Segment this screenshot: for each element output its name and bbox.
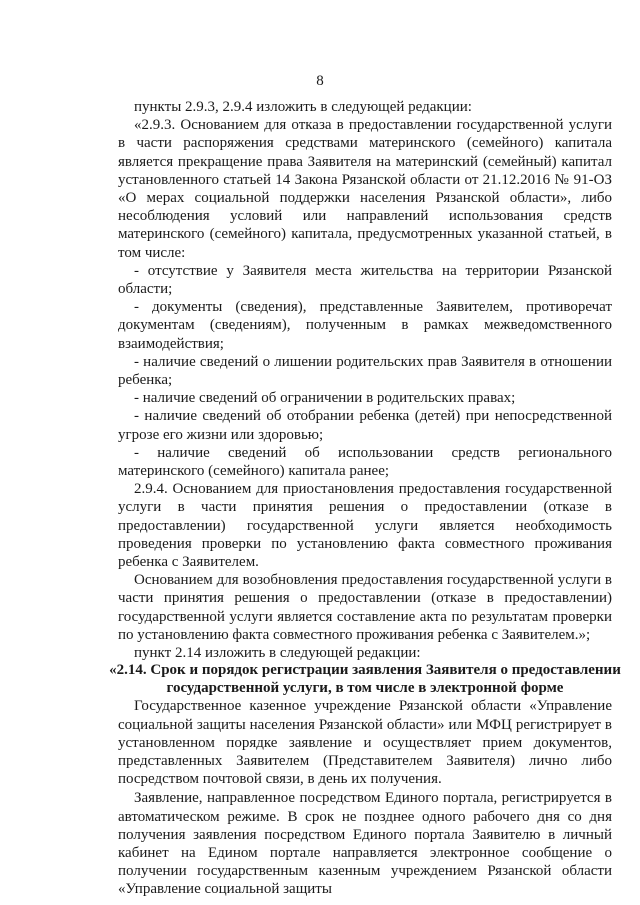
paragraph: Государственное казенное учреждение Рязанской области «Управление социальной защиты населения Рязанской области» или МФЦ регистрирует в установленном порядке заявление и осуществляет прием документов, представленных Заявителем (Представителем Заявителя) лично либо посредством почтовой связи, в день их получения. [118, 698, 612, 788]
paragraph: Заявление, направленное посредством Единого портала, регистрируется в автоматическом режиме. В срок не позднее одного рабочего дня со дня получения заявления посредством Единого портала Заявителю в личный кабинет на Едином портале направляется электронное сообщение о получении государственным казенным учреждением Рязанской области «Управление социальной защиты [118, 790, 612, 898]
document-body [109, 98, 621, 899]
section-heading: «2.14. Срок и порядок регистрации заявления Заявителя о предоставлении государственной услуги, в том числе в электронной форме [109, 662, 621, 696]
list-item: - наличие сведений об ограничении в родительских правах; [134, 390, 516, 407]
list-item: - отсутствие у Заявителя места жительства на территории Рязанской области; [118, 262, 612, 298]
list-item: - документы (сведения), представленные Заявителем, противоречат документам (сведениям), полученным в рамках межведомственного взаимодействия; [118, 299, 612, 352]
list-item: - наличие сведений об отобрании ребенка (детей) при непосредственной угрозе его жизни или здоровью; [118, 408, 612, 443]
paragraph: пункты 2.9.3, 2.9.4 изложить в следующей редакции: [134, 99, 472, 115]
list-item: - наличие сведений о лишении родительских прав Заявителя в отношении ребенка; [118, 353, 612, 389]
paragraph: пункт 2.14 изложить в следующей редакции: [134, 645, 421, 662]
paragraph: Основанием для возобновления предоставления государственной услуги в части принятия решения о предоставлении (отказе в предоставлении) государственной услуги является составление акта по результатам проверки по установлению факта совместного проживания ребенка с Заявителем.»; [118, 572, 612, 643]
list-item: - наличие сведений об использовании средств регионального материнского (семейного) капитала ранее; [118, 444, 612, 480]
paragraph: «2.9.3. Основанием для отказа в предоставлении государственной услуги в части распоряжения средствами материнского (семейного) капитала является прекращение права Заявителя на материнский (семейный) капитал установленного статьей 14 Закона Рязанской области от 21.12.2016 № 91-ОЗ «О мерах социальной поддержки населения Рязанской области», либо несоблюдения условий или направлений использования средств материнского (семейного) капитала, предусмотренных указанной статьей, в том числе: [118, 117, 612, 261]
page-number: 8 [316, 73, 324, 89]
paragraph: 2.9.4. Основанием для приостановления предоставления государственной услуги в части принятия решения о предоставлении (отказе в предоставлении) государственной услуги является необходимость проведения проверки по установлению факта совместного проживания ребенка с Заявителем. [118, 481, 612, 571]
